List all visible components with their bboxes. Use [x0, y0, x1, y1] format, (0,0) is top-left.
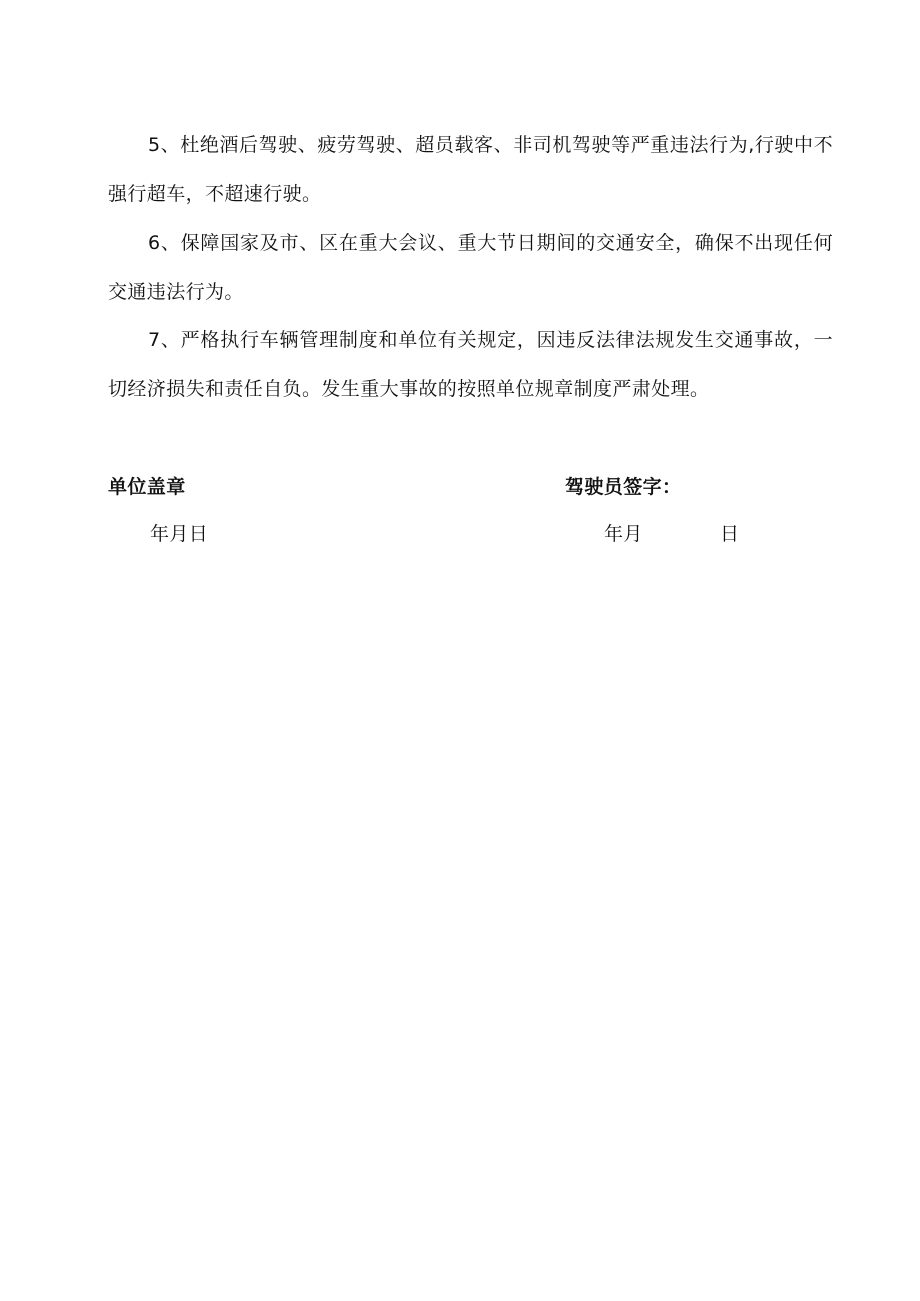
driver-date-year-month: 年月 — [604, 523, 643, 545]
clause-7-text: 7、严格执行车辆管理制度和单位有关规定，因违反法律法规发生交通事故，一切经济损失和责任自负。发生重大事故的按照单位规章制度严肃处理。 — [108, 329, 833, 400]
unit-date-field: 年月日 — [150, 523, 209, 545]
driver-signature-label: 驾驶员签字： — [565, 476, 682, 498]
unit-seal-label: 单位盖章 — [108, 476, 186, 498]
clause-5-text: 5、杜绝酒后驾驶、疲劳驾驶、超员载客、非司机驾驶等严重违法行为,行驶中不强行超车，不超速行驶。 — [108, 134, 833, 205]
clause-6-text: 6、保障国家及市、区在重大会议、重大节日期间的交通安全，确保不出现任何交通违法行为。 — [108, 232, 833, 303]
driver-date-day: 日 — [720, 523, 740, 545]
